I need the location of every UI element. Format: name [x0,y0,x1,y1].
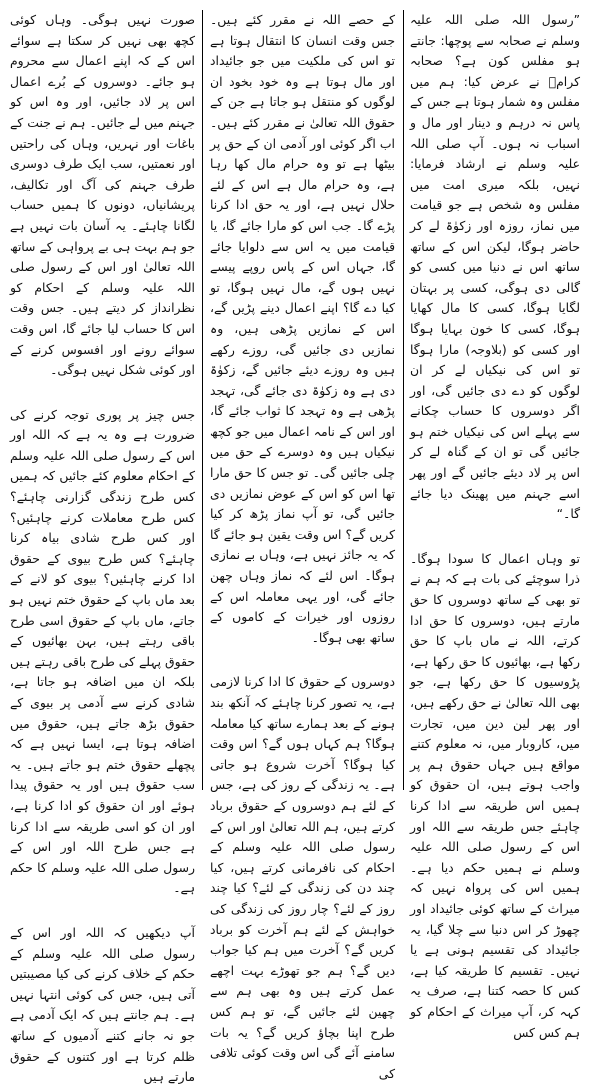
hadith-quote: ”رسول اللہ صلی اللہ علیہ وسلم نے صحابہ سے پوچھا: جانتے ہو مفلس کون ہے؟ صحابہ کرامؓ نے عرض کیا: ہم میں مفلس وہ شمار ہوتا ہے جس کے پاس نہ درہم و دینار اور مال و اسباب نہ ہوں۔ آپ صلی اللہ علیہ وسلم نے ارشاد فرمایا: نہیں، بلکہ میری امت میں مفلس وہ شخص ہے جو قیامت میں نماز، روزہ اور زکوٰۃ لے کر حاضر ہوگا، لیکن اس کے ساتھ ساتھ اس نے دنیا میں کسی کو گالی دی ہوگی، کسی پر بہتان لگایا ہوگا، کسی کا مال کھایا ہوگا، کسی کا خون بہایا ہوگا اور کسی کو (بلاوجہ) مارا ہوگا تو اس کی نیکیاں لے کر ان لوگوں کو دے دی جائیں گی، اور اگر دوسروں کا حساب چکانے سے پہلے اس کی نیکیاں ختم ہو جائیں گی تو ان کے گناہ لے کر اس پر لاد دیئے جائیں گے اور پھر اسے جہنم میں پھینک دیا جائے گا۔“ [410,12,580,522]
paragraph: کے حصے اللہ نے مقرر کئے ہیں۔ جس وقت انسان کا انتقال ہوتا ہے تو اس کی ملکیت میں جو جائیداد اور مال ہوتا ہے وہ خود بخود ان لوگوں کو منتقل ہو جاتا ہے جن کے حقوق اللہ تعالیٰ نے مقرر کئے ہیں۔ اب اگر کوئی اور آدمی ان کے حق پر بیٹھا ہے تو وہ حرام مال کھا رہا ہے، وہ حرام مال ہے اس کے لئے حلال نہیں ہے، اور یہ حق ادا کرنا پڑے گا۔ جب اس کو مارا جائے گا، یا قیامت میں یہ اس سے دلوایا جائے گا، جہاں اس کے پاس روپے پیسے نہیں ہوں گے، مال نہیں ہوگا، تو کیا دے گا؟ اپنے اعمال دینے پڑیں گے، اس کے نمازیں پڑھی ہیں، وہ نمازیں دی جائیں گی، روزے رکھے ہیں وہ روزے دیئے جائیں گے، زکوٰۃ دی ہے وہ زکوٰۃ دی جائے گی، تہجد پڑھی ہے وہ تہجد کا ثواب جائے گا، اور اس کے نامہ اعمال میں جو کچھ نیکیاں ہیں وہ دوسرے کے حق میں چلی جائیں گی۔ تو جس کا حق مارا تھا اس کو اس کے عوض نمازیں دی جائیں گی، تو آپ نماز پڑھ کر کیا کریں گے؟ اس وقت یقین ہو جائے گا کہ یہ جائز نہیں ہے، وہاں بے نمازی ہوگا۔ اس لئے کہ نماز وہاں چھن جائے گی، اور یہی معاملہ اس کے روزوں اور خیرات کے کاموں کے ساتھ بھی ہوگا۔ [210,12,395,645]
paragraph: صورت نہیں ہوگی۔ وہاں کوئی کچھ بھی نہیں کر سکتا ہے سوائے اس کے کہ اپنے اعمال سے محروم ہو جائے۔ دوسروں کے بُرے اعمال اس پر لاد جائیں، اور وہ اس کو جہنم میں لے جائیں۔ ہم نے جنت کے باغات اور نہریں، وہاں کی راحتیں اور نعمتیں، سب ایک طرف دوسری طرف جہنم کی آگ اور تکالیف، پریشانیاں، دونوں کا ہمیں حساب لگانا چاہئے۔ یہ آسان بات نہیں ہے جو ہم بہت ہی بے پرواہی کے ساتھ اللہ تعالیٰ اور اس کے رسول صلی اللہ علیہ وسلم کے احکام کو نظرانداز کر دیتے ہیں۔ جس وقت اس کا حساب لیا جائے گا، اس وقت سوائے رونے اور افسوس کرنے کے اور کوئی شکل نہیں ہوگی۔ [10,12,195,378]
column-divider [202,10,203,790]
paragraph-gap [10,905,195,923]
paragraph-gap [10,387,195,405]
paragraph-gap [410,531,580,549]
text-column-left [10,10,195,1085]
text-column-middle [210,10,395,1081]
text-column-right [410,10,580,1040]
paragraph-gap [210,654,395,672]
column-divider [403,10,404,790]
paragraph: تو وہاں اعمال کا سودا ہوگا۔ ذرا سوچئے کی بات ہے کہ ہم نے تو بھی کے ساتھ دوسروں کا حق مارتے ہیں، دوسروں کا حق ادا کرتے، اللہ نے ماں باپ کا حق رکھا ہے، بھائیوں کا حق رکھا ہے، پڑوسیوں کا حق رکھا ہے، جو بھی اللہ تعالیٰ نے حق رکھے ہیں، اور پھر لین دین میں، تجارت میں، کاروبار میں، نہ معلوم کتنے مواقع ہیں جہاں حقوق ہم پر واجب ہوتے ہیں، ان حقوق کو ہمیں اس طریقہ سے ادا کرنا چاہئے جس طریقہ سے اللہ اور اس کے رسول صلی اللہ علیہ وسلم نے ہمیں حکم دیا ہے۔ ہمیں اس کی پرواہ نہیں کہ میراث کے ساتھ کوئی جائیداد اور چھوڑ کر اس دنیا سے چلا گیا، یہ جائیداد کی تقسیم ہونی ہے یا نہیں۔ تقسیم کا طریقہ کیا ہے، کس کا حصہ کتنا ہے، صرف یہ کہہ کر، آپ میراث کے احکام کو ہم کس کس [410,550,580,1040]
paragraph: آپ دیکھیں کہ اللہ اور اس کے رسول صلی اللہ علیہ وسلم کے حکم کے خلاف کرنے کی کیا مصیبتیں آتی ہیں، جس کی کوئی انتہا نہیں ہے۔ ہم جانتے ہیں کہ ایک آدمی ہے جو نہ جانے کتنے آدمیوں کے ساتھ ظلم کرتا ہے اور کتنوں کے حقوق مارتے ہیں [10,924,195,1085]
paragraph: دوسروں کے حقوق کا ادا کرنا لازمی ہے، یہ تصور کرنا چاہئے کہ آنکھ بند ہونے کے بعد ہمارے ساتھ کیا معاملہ ہوگا؟ ہم کہاں ہوں گے؟ اس وقت کیا ہوگا؟ آخرت شروع ہو جاتی ہے۔ یہ زندگی کے روز کی ہے، جس کے لئے ہم دوسروں کے حقوق برباد کرتے ہیں، ہم اللہ تعالیٰ اور اس کے رسول صلی اللہ علیہ وسلم کے احکام کی نافرمانی کرتے ہیں، کیا چند دن کی زندگی کے لئے؟ کیا چند روز کے لئے؟ چار روز کی زندگی کی خواہش کے لئے ہم آخرت کو برباد کریں گے؟ آخرت میں ہم کیا جواب دیں گے؟ ہم جو تھوڑے بہت اچھے عمل کرتے ہیں وہ بھی ہم سے چھین لئے جائیں گے، تو ہم کس طرح اپنا بچاؤ کریں گے؟ یہ بات سامنے آئے گی اس وقت کوئی تلافی کی [210,674,395,1081]
paragraph: جس چیز پر پوری توجہ کرنے کی ضرورت ہے وہ یہ ہے کہ اللہ اور اس کے رسول صلی اللہ علیہ وسلم کے احکام معلوم کئے جائیں کہ ہمیں کس طرح زندگی گزارنی چاہئے؟ کس طرح معاملات کرنے چاہئیں؟ اور کس طرح شادی بیاہ کرنا چاہئے؟ کس طرح بیوی کے حقوق ادا کرنے چاہئیں؟ بیوی کو لانے کے بعد ماں باپ کے حقوق ختم نہیں ہو جاتے، ماں باپ کے حقوق اسی طرح باقی رہتے ہیں، بہن بھائیوں کے حقوق پہلے کی طرح باقی رہتے ہیں بلکہ ان میں اضافہ ہو جاتا ہے، شادی کرنے سے آدمی پر بیوی کے حقوق بڑھ جاتے ہیں، حقوق میں اضافہ ہوتا ہے، ایسا نہیں ہے کہ پچھلے حقوق ختم ہو جاتے ہیں۔ یہ سب حقوق ہیں اور یہ حقوق پیدا ہوئے اور ان حقوق کو ادا کرنا ہے، اور ان کو اسی طریقہ سے ادا کرنا ہے جس طرح اللہ اور اس کے رسول صلی اللہ علیہ وسلم کا حکم ہے۔ [10,406,195,896]
